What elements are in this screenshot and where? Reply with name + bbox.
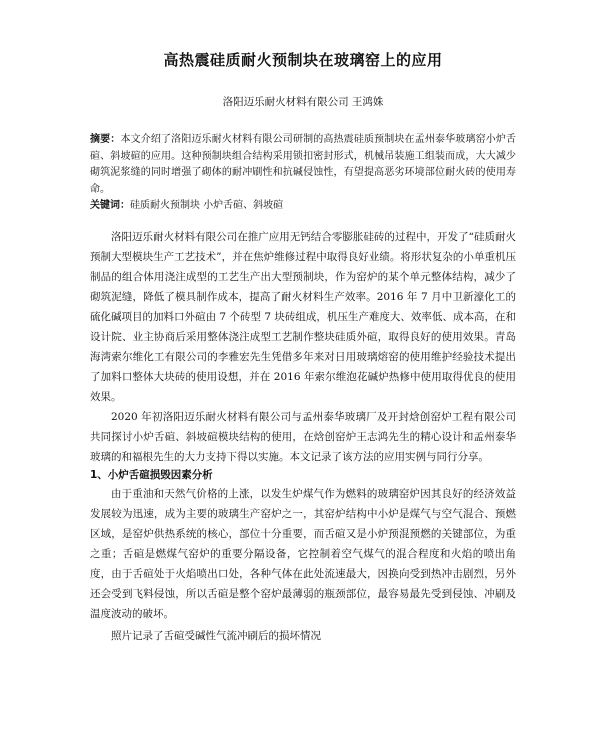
keywords <box>90 198 516 215</box>
abstract-label: 摘要： <box>90 134 121 145</box>
photo-caption: 照片记录了舌碹受碱性气流冲刷后的损坏情况 <box>111 629 321 642</box>
section-heading: 1、小炉舌碹损毁因素分析 <box>90 468 213 481</box>
abstract-text: 本文介绍了洛阳迈乐耐火材料有限公司研制的高热震硅质预制块在孟州泰华玻璃窑小炉舌碹、斜坡碹的应用。这种预制块组合结构采用锁扣密封形式，机械吊装施工组装而成，大大减少砌筑泥浆缝的同时增强了砌体的耐冲刷性和抗碱侵蚀性，有望提高恶劣环境部位耐火砖的使用寿命。 <box>90 134 517 195</box>
paper-title: 高热震硅质耐火预制块在玻璃窑上的应用 <box>163 51 443 69</box>
section-paragraph: 由于重油和天然气价格的上涨，以发生炉煤气作为燃料的玻璃窑炉因其良好的经济效益发展较为迅速，成为主要的玻璃生产窑炉之一，其窑炉结构中小炉是煤气与空气混合、预燃区域，是窑炉供热系统的核心，部位十分重要，而舌碹又是小炉预混预燃的关键部位，为重之重；舌碹是燃煤气窑炉的重要分隔设备，它控制着空气煤气的混合程度和火焰的喷出角度，由于舌碹处于火焰喷出口处，各种气体在此处流速最大，因换向受到热冲击剧烈，另外还会受到飞料侵蚀，所以舌碹是整个窑炉最薄弱的瓶颈部位，最容易最先受到侵蚀、冲刷及温度波动的破坏。 <box>90 487 516 620</box>
body-paragraph-2: 2020 年初洛阳迈乐耐火材料有限公司与孟州泰华玻璃厂及开封焓创窑炉工程有限公司共同探讨小炉舌碹、斜坡碹模块结构的使用，在焓创窑炉王志鸿先生的精心设计和孟州泰华玻璃的和福根先生的大力支持下得以实施。本文记录了该方法的应用实例与同行分享。 <box>90 410 516 463</box>
body-paragraph-1: 洛阳迈乐耐火材料有限公司在推广应用无钙结合零膨胀硅砖的过程中，开发了“硅质耐火预制大型模块生产工艺技术”，并在焦炉维修过程中取得良好业绩。将形状复杂的小单重机压制品的组合体用浇注成型的工艺生产出大型预制块，作为窑炉的某个单元整体结构，减少了砌筑泥缝，降低了模具制作成本，提高了耐火材料生产效率。2016 年 7 月中卫新濠化工的硫化碱项目的加料口外碹由 7 个砖型 7 块砖组成，机压生产难度大、效率低、成本高，在和设计院、业主协商后采用整体浇注成型工艺制作整块硅质外碹，取得良好的使用效果。青岛海湾索尔维化工有限公司的李雅宏先生凭借多年来对日用玻璃熔窑的使用维护经验技术提出了加料口整体大块砖的使用设想，并在 2016 年索尔维泡花碱炉热修中使用取得优良的使用效果。 <box>90 230 516 403</box>
keywords-text: 硅质耐火预制块 小炉舌碹、斜坡碹 <box>130 200 284 211</box>
keywords-label: 关键词： <box>90 200 130 211</box>
author-line: 洛阳迈乐耐火材料有限公司 王鸿姝 <box>222 96 384 108</box>
abstract <box>90 132 516 198</box>
